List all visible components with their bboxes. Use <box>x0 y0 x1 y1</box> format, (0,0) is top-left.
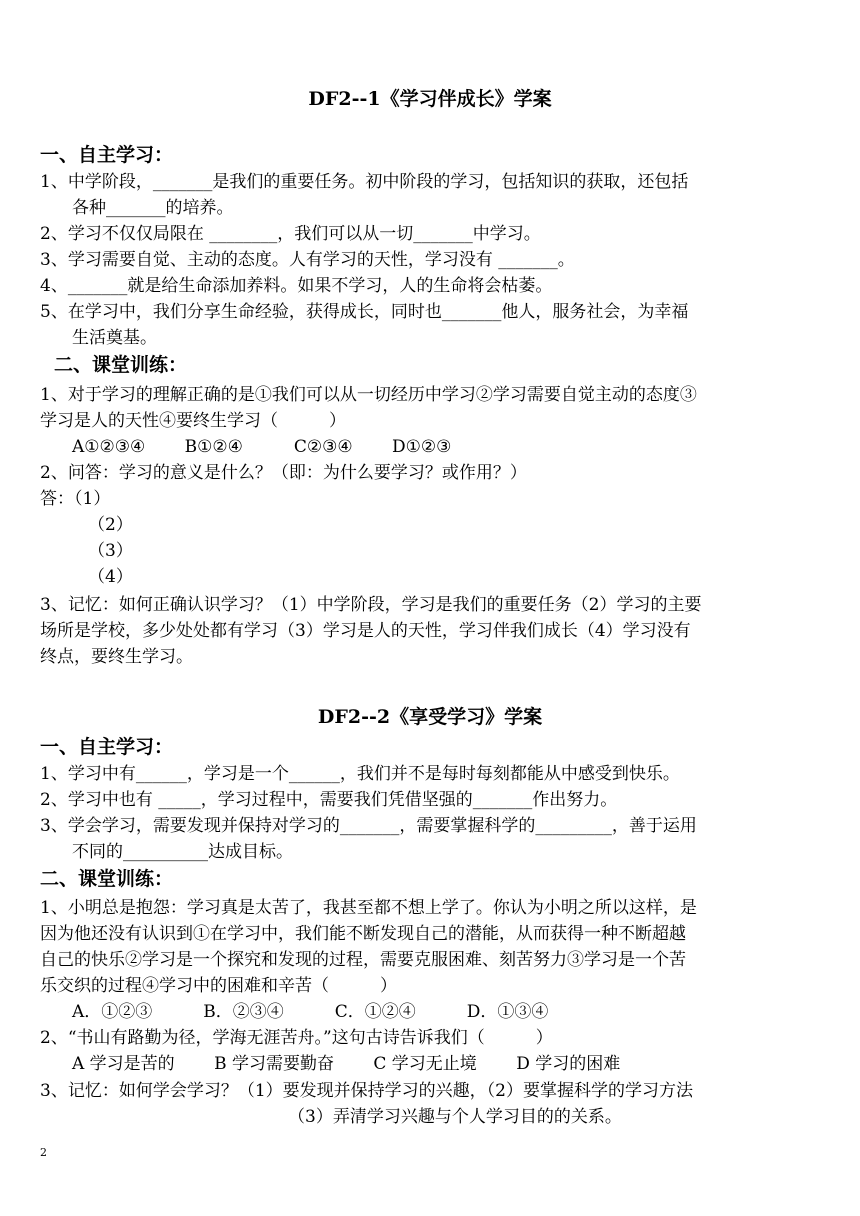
lesson1-answer-4: （4） <box>88 567 133 587</box>
lesson1-q3-line3: 终点，要终生学习。 <box>40 647 193 667</box>
lesson2-section2-heading: 二、课堂训练： <box>40 868 174 890</box>
lesson1-answer-1: 答：（1） <box>40 489 111 509</box>
lesson2-section1-heading: 一、自主学习： <box>40 736 174 758</box>
lesson1-item3: 3、学习需要自觉、主动的态度。人有学习的天性，学习没有 _______。 <box>40 250 575 270</box>
lesson1-q1-line2: 学习是人的天性④要终生学习（ ） <box>40 411 346 431</box>
lesson1-q3-line2: 场所是学校，多少处处都有学习（3）学习是人的天性，学习伴我们成长（4）学习没有 <box>40 621 691 641</box>
lesson1-title: DF2--1《学习伴成长》学案 <box>308 88 552 110</box>
lesson1-section2-heading: 二、课堂训练： <box>54 354 188 376</box>
lesson2-title: DF2--2《享受学习》学案 <box>317 706 543 728</box>
lesson2-item3-line1: 3、学会学习，需要发现并保持对学习的_______，需要掌握科学的_________，善于运用 <box>40 816 697 836</box>
lesson2-q1-line4: 乐交织的过程④学习中的困难和辛苦（ ） <box>40 976 397 996</box>
lesson1-answer-2: （2） <box>88 515 133 535</box>
lesson1-section1-heading: 一、自主学习： <box>40 144 174 166</box>
lesson2-item3-line2: 不同的__________达成目标。 <box>72 842 293 862</box>
lesson2-item1: 1、学习中有______，学习是一个______，我们并不是每时每刻都能从中感受到快乐。 <box>40 764 680 784</box>
lesson2-q1-line3: 自己的快乐②学习是一个探究和发现的过程，需要克服困难、刻苦努力③学习是一个苦 <box>40 950 686 970</box>
lesson2-q1-line1: 1、小明总是抱怨：学习真是太苦了，我甚至都不想上学了。你认为小明之所以这样，是 <box>40 898 697 918</box>
lesson1-q1-options: A①②③④ B①②④ C②③④ D①②③ <box>72 437 452 457</box>
page-number: 2 <box>40 1146 47 1159</box>
lesson1-item5-line2: 生活奠基。 <box>72 328 157 348</box>
lesson1-item1-line2: 各种_______的培养。 <box>72 198 234 218</box>
lesson1-item4: 4、_______就是给生命添加养料。如果不学习，人的生命将会枯萎。 <box>40 276 553 296</box>
lesson1-item5-line1: 5、在学习中，我们分享生命经验，获得成长，同时也_______他人，服务社会，为幸福 <box>40 302 689 322</box>
lesson2-q1-line2: 因为他还没有认识到①在学习中，我们能不断发现自己的潜能，从而获得一种不断超越 <box>40 924 686 944</box>
lesson2-q2-options: A 学习是苦的 B 学习需要勤奋 C 学习无止境 D 学习的困难 <box>72 1054 621 1074</box>
lesson1-q1-line1: 1、对于学习的理解正确的是①我们可以从一切经历中学习②学习需要自觉主动的态度③ <box>40 385 697 405</box>
lesson1-item1-line1: 1、中学阶段，_______是我们的重要任务。初中阶段的学习，包括知识的获取，还包括 <box>40 172 689 192</box>
lesson2-q2-line1: 2、“书山有路勤为径，学海无涯苦舟。”这句古诗告诉我们（ ） <box>40 1028 553 1048</box>
lesson1-q2: 2、问答：学习的意义是什么？（即：为什么要学习？或作用？） <box>40 463 527 483</box>
lesson2-q1-options: A．①②③ B．②③④ C．①②④ D．①③④ <box>72 1002 549 1022</box>
lesson2-q3-line2: （3）弄清学习兴趣与个人学习目的的关系。 <box>288 1107 622 1127</box>
lesson2-q3-line1: 3、记忆：如何学会学习？（1）要发现并保持学习的兴趣，（2）要掌握科学的学习方法 <box>40 1081 693 1101</box>
lesson1-q3-line1: 3、记忆：如何正确认识学习？（1）中学阶段，学习是我们的重要任务（2）学习的主要 <box>40 595 702 615</box>
lesson1-answer-3: （3） <box>88 541 133 561</box>
lesson1-item2: 2、学习不仅仅局限在 ________，我们可以从一切_______中学习。 <box>40 224 541 244</box>
lesson2-item2: 2、学习中也有 _____，学习过程中，需要我们凭借坚强的_______作出努力。 <box>40 790 618 810</box>
